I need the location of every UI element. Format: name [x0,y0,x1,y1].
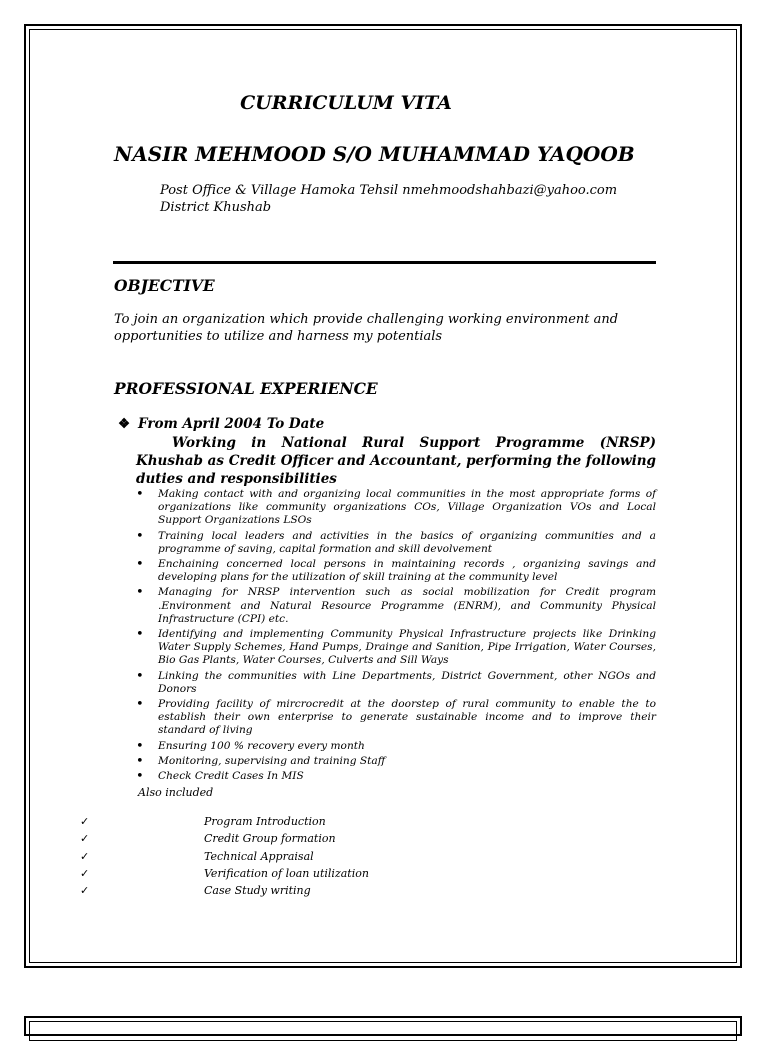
also-included-item [80,815,480,832]
also-included-text: Case Study writing [204,884,311,898]
checkmark-icon: ✓ [80,815,90,828]
duty-item: • Linking the communities with Line Departments, District Government, other NGOs and Donors [136,670,656,696]
experience-period [118,416,324,432]
candidate-name: NASIR MEHMOOD S/O MUHAMMAD YAQOOB [114,142,635,166]
duty-item: • Ensuring 100 % recovery every month [136,740,656,753]
checkmark-icon: ✓ [80,866,90,880]
checkmark-icon: ✓ [80,832,90,846]
duty-item: • Providing facility of mircrocredit at the doorstep of rural community to enable the to establish their own enterprise to generate sustainable income and to improve their standard of living [136,698,656,738]
duty-item: • Making contact with and organizing local communities in the most appropriate forms of organizations like community organizations COs, Village Organization VOs and Local Support Organizations LSOs [136,488,656,528]
duty-item: • Managing for NRSP intervention such as social mobilization for Credit program .Environment and Natural Resource Programme (ENRM), and Community Physical Infrastructure (CPI) etc. [136,586,656,626]
also-included-text: Credit Group formation [204,832,336,846]
duty-item: • Enchaining concerned local persons in maintaining records , organizing savings and developing plans for the utilization of skill training at the community level [136,558,656,584]
also-included-text: Program Introduction [204,815,326,828]
duties-list [136,488,656,785]
contact-address: Post Office & Village Hamoka Tehsil nmehmoodshahbazi@yahoo.com District Khushab [160,183,618,215]
objective-heading: OBJECTIVE [114,276,215,295]
document-title: CURRICULUM VITA [240,92,452,114]
duty-item: • Check Credit Cases In MIS [136,770,656,783]
next-page-border-inner [29,1021,737,1041]
also-included-item [80,867,480,884]
experience-role: Working in National Rural Support Programme (NRSP) Khushab as Credit Officer and Accountant, performing the following duties and responsibilities [136,435,656,487]
also-included-text: Verification of loan utilization [204,866,369,880]
experience-heading: PROFESSIONAL EXPERIENCE [114,379,378,398]
checkmark-icon: ✓ [80,849,90,863]
checkmark-icon: ✓ [80,884,90,898]
also-included-text: Technical Appraisal [204,849,314,863]
also-included-label: Also included [138,786,214,799]
also-included-item [80,850,480,867]
duty-item: • Identifying and implementing Community Physical Infrastructure projects like Drinking Water Supply Schemes, Hand Pumps, Drainge and Sanition, Pipe Irrigation, Water Courses, Bio Gas Plants, Water Courses, Culverts and Sill Ways [136,628,656,668]
header-divider [113,261,656,264]
duty-item: • Monitoring, supervising and training Staff [136,755,656,768]
objective-text: To join an organization which provide challenging working environment and opportunities to utilize and harness my potentials [114,312,619,344]
diamond-bullet-icon: ❖ [118,416,131,432]
also-included-item [80,832,480,849]
also-included-list [80,815,480,901]
duty-item: • Training local leaders and activities in the basics of organizing communities and a programme of saving, capital formation and skill devolvement [136,530,656,556]
experience-period-text: From April 2004 To Date [138,416,325,432]
also-included-item [80,884,480,901]
